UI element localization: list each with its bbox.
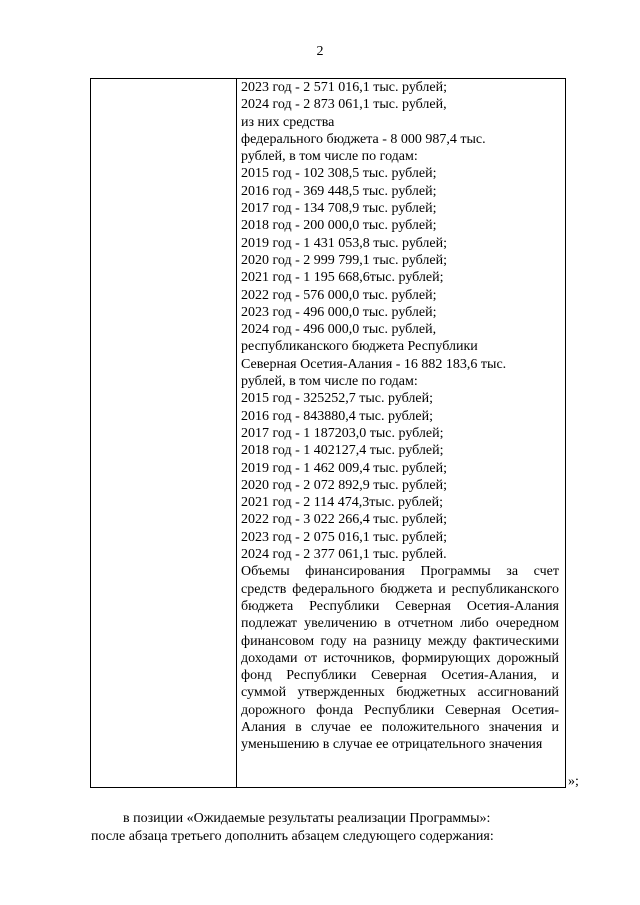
funding-line: 2018 год - 1 402127,4 тыс. рублей; bbox=[241, 443, 444, 459]
funding-line: 2018 год - 200 000,0 тыс. рублей; bbox=[241, 218, 437, 234]
table-right-cell bbox=[241, 79, 559, 754]
page-number: 2 bbox=[316, 44, 324, 59]
funding-line: рублей, в том числе по годам: bbox=[241, 149, 418, 165]
table-column-divider bbox=[236, 78, 237, 788]
funding-lines bbox=[241, 79, 559, 563]
body-paragraph-2: после абзаца третьего дополнить абзацем следующего содержания: bbox=[91, 829, 494, 844]
funding-line: 2024 год - 496 000,0 тыс. рублей, bbox=[241, 322, 437, 338]
funding-line: федерального бюджета - 8 000 987,4 тыс. bbox=[241, 131, 486, 147]
funding-line: из них средства bbox=[241, 114, 335, 130]
funding-line: Северная Осетия-Алания - 16 882 183,6 тыс. bbox=[241, 356, 507, 372]
funding-line: 2020 год - 2 999 799,1 тыс. рублей; bbox=[241, 252, 448, 268]
funding-line: рублей, в том числе по годам: bbox=[241, 374, 418, 390]
funding-line: 2023 год - 2 075 016,1 тыс. рублей; bbox=[241, 529, 448, 545]
funding-line: 2024 год - 2 873 061,1 тыс. рублей, bbox=[241, 97, 447, 113]
funding-line: 2019 год - 1 431 053,8 тыс. рублей; bbox=[241, 235, 448, 251]
body-paragraph-1: в позиции «Ожидаемые результаты реализации Программы»: bbox=[123, 811, 491, 826]
funding-line: 2015 год - 325252,7 тыс. рублей; bbox=[241, 391, 434, 407]
funding-line: 2016 год - 843880,4 тыс. рублей; bbox=[241, 408, 434, 424]
funding-line: 2022 год - 3 022 266,4 тыс. рублей; bbox=[241, 512, 448, 528]
funding-line: 2022 год - 576 000,0 тыс. рублей; bbox=[241, 287, 437, 303]
funding-line: 2023 год - 496 000,0 тыс. рублей; bbox=[241, 304, 437, 320]
funding-line: 2021 год - 2 114 474,3тыс. рублей; bbox=[241, 495, 443, 511]
funding-line: 2023 год - 2 571 016,1 тыс. рублей; bbox=[241, 80, 448, 95]
funding-paragraph: Объемы финансирования Программы за счет средств федерального бюджета и республиканского бюджета Республики Северная Осетия-Алания подлежат увеличению в отчетном либо очередном финансовом году на разницу между фактическими доходами от источников, формирующих дорожный фонд Республики Северная Осетия-Алания, и суммой утвержденных бюджетных ассигнований дорожного фонда Республики Северная Осетия-Алания в случае ее положительного значения и уменьшению в случае ее отрицательного значения bbox=[241, 564, 559, 753]
funding-line: 2017 год - 1 187203,0 тыс. рублей; bbox=[241, 425, 444, 441]
funding-line: республиканского бюджета Республики bbox=[241, 339, 478, 355]
funding-line: 2024 год - 2 377 061,1 тыс. рублей. bbox=[241, 547, 447, 563]
funding-line: 2016 год - 369 448,5 тыс. рублей; bbox=[241, 183, 437, 199]
funding-line: 2017 год - 134 708,9 тыс. рублей; bbox=[241, 201, 437, 217]
funding-line: 2020 год - 2 072 892,9 тыс. рублей; bbox=[241, 477, 448, 493]
closing-quote: »; bbox=[568, 774, 579, 789]
funding-line: 2021 год - 1 195 668,6тыс. рублей; bbox=[241, 270, 444, 286]
funding-line: 2015 год - 102 308,5 тыс. рублей; bbox=[241, 166, 437, 182]
funding-line: 2019 год - 1 462 009,4 тыс. рублей; bbox=[241, 460, 448, 476]
